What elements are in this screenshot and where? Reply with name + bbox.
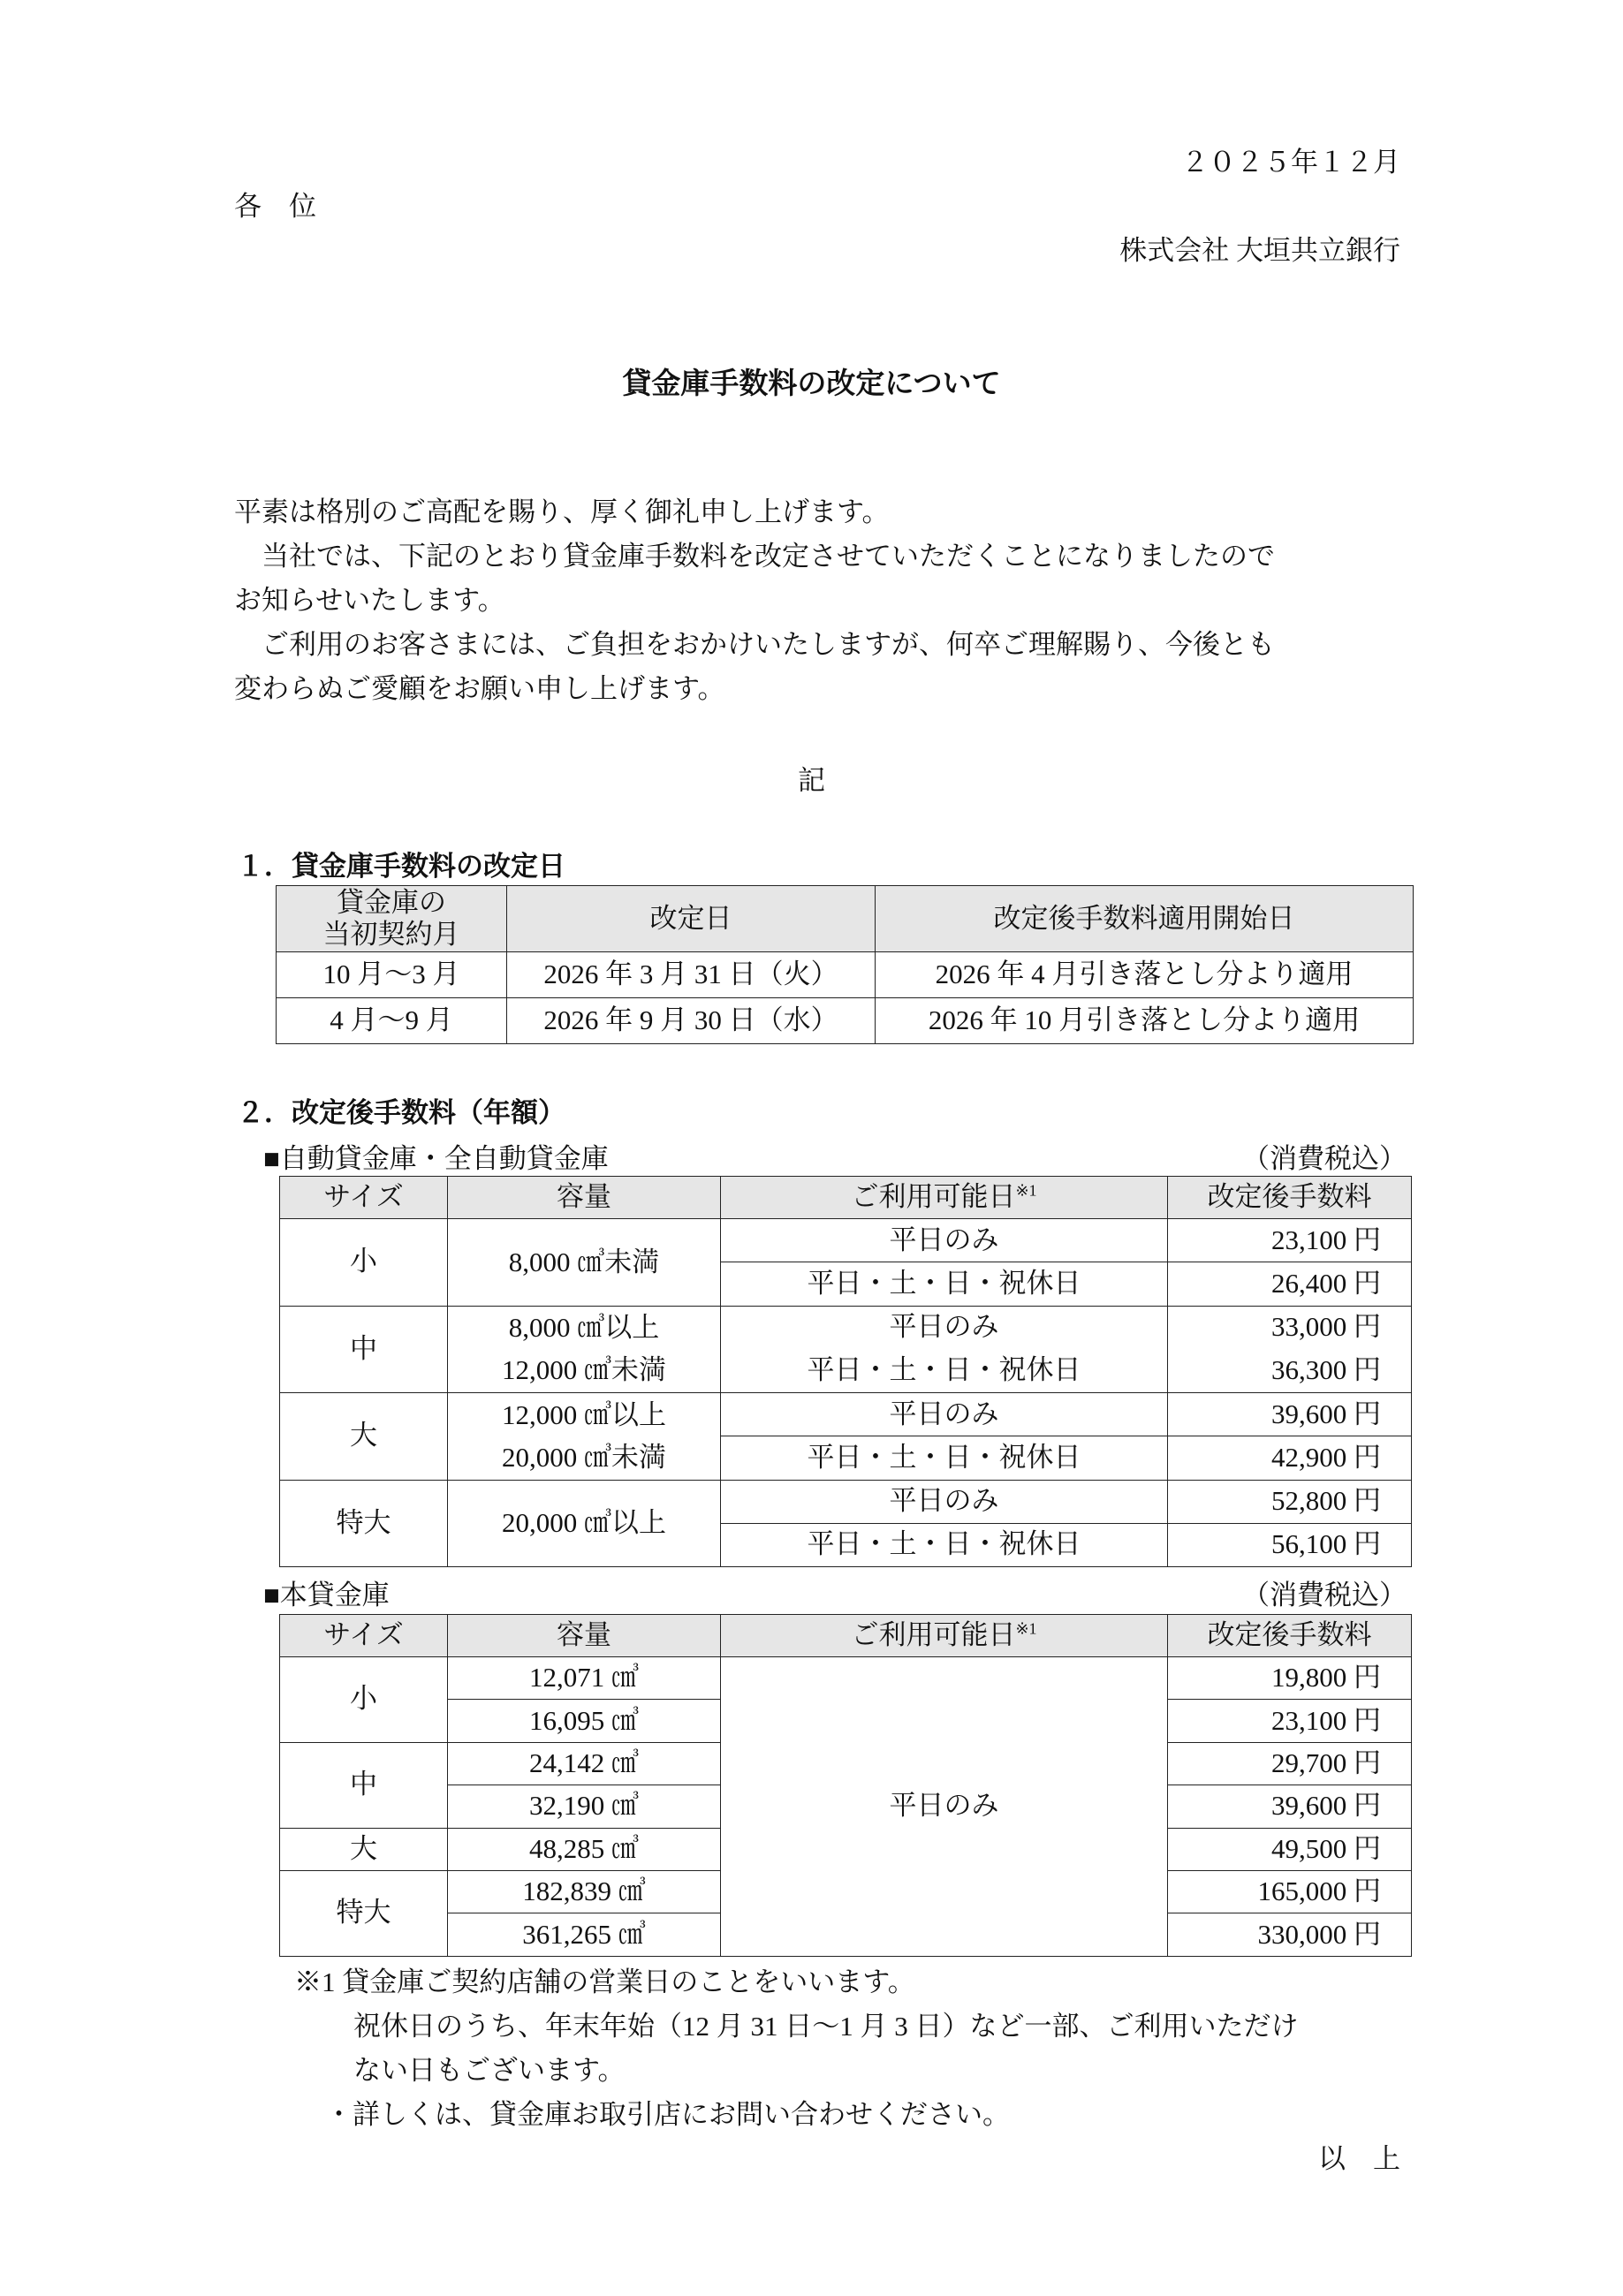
auto-safe-label: ■自動貸金庫・全自動貸金庫 [263,1143,609,1174]
table-row [277,998,1414,1044]
size-cell: 小 [280,1657,448,1743]
fee-cell: 23,100 円 [1168,1700,1412,1742]
column-header-label: ご利用可能日 [851,1181,1016,1213]
main-safe-fee-table [279,1614,1412,1957]
size-cell: 中 [280,1742,448,1828]
table-cell: 2026 年 3 月 31 日（火） [507,952,876,998]
capacity-cell: 24,142 ㎤ [448,1742,721,1785]
capacity-cell: 48,285 ㎤ [448,1828,721,1870]
size-cell: 特大 [280,1870,448,1956]
section2-heading: ２．改定後手数料（年額） [237,1097,565,1128]
table-row [280,1657,1412,1700]
closing: 以 上 [1318,2143,1400,2174]
column-header: サイズ [280,1177,448,1219]
column-header: 改定後手数料 [1168,1615,1412,1657]
column-header: サイズ [280,1615,448,1657]
column-header: 改定後手数料 [1168,1177,1412,1219]
availability-cell: 平日・土・日・祝休日 [721,1349,1168,1392]
fee-cell: 49,500 円 [1168,1828,1412,1870]
body-line: 平素は格別のご高配を賜り、厚く御礼申し上げます。 [234,496,890,527]
header-row [280,1615,1412,1657]
availability-cell: 平日のみ [721,1306,1168,1349]
page-title: 貸金庫手数料の改定について [622,367,1001,399]
size-cell: 中 [280,1306,448,1393]
capacity-cell: 12,000 ㎤以上 20,000 ㎤未満 [448,1393,721,1481]
table-row [280,1219,1412,1262]
main-safe-label: ■本貸金庫 [263,1580,390,1610]
table-row [277,952,1414,998]
capacity-cell: 182,839 ㎤ [448,1870,721,1913]
capacity-cell: 8,000 ㎤未満 [448,1219,721,1307]
availability-cell: 平日のみ [721,1219,1168,1262]
header-row [277,886,1414,952]
fee-cell: 39,600 円 [1168,1785,1412,1828]
availability-cell: 平日・土・日・祝休日 [721,1523,1168,1566]
capacity-cell: 8,000 ㎤以上 12,000 ㎤未満 [448,1306,721,1393]
column-header-label: ご利用可能日 [851,1619,1016,1651]
size-cell: 大 [280,1393,448,1481]
recipient: 各 位 [234,191,316,222]
table-row [280,1393,1412,1436]
fee-cell: 29,700 円 [1168,1742,1412,1785]
capacity-cell: 16,095 ㎤ [448,1700,721,1742]
footnote: ※1 貸金庫ご契約店舗の営業日のことをいいます。 [294,1966,915,1997]
body-line: ご利用のお客さまには、ご負担をおかけいたしますが、何卒ご理解賜り、今後とも [234,629,1275,660]
section1-heading: １．貸金庫手数料の改定日 [237,851,565,882]
date: ２０２５年１２月 [1181,147,1400,178]
fee-cell: 26,400 円 [1168,1262,1412,1306]
fee-cell: 39,600 円 [1168,1393,1412,1436]
column-header [721,1177,1168,1219]
availability-cell: 平日のみ [721,1480,1168,1523]
auto-safe-fee-table [279,1176,1412,1567]
company-name: 株式会社 大垣共立銀行 [1119,235,1400,266]
fee-cell: 36,300 円 [1168,1349,1412,1392]
table-cell: 2026 年 10 月引き落とし分より適用 [876,998,1414,1044]
column-header [721,1615,1168,1657]
fee-cell: 165,000 円 [1168,1870,1412,1913]
capacity-cell: 361,265 ㎤ [448,1913,721,1956]
fee-cell: 19,800 円 [1168,1657,1412,1700]
footnote: ない日もございます。 [353,2055,626,2086]
column-header: 容量 [448,1177,721,1219]
availability-cell: 平日・土・日・祝休日 [721,1262,1168,1306]
fee-cell: 23,100 円 [1168,1219,1412,1262]
body-line: 変わらぬご愛顧をお願い申し上げます。 [234,673,725,704]
column-header: 改定日 [507,886,876,952]
size-cell: 特大 [280,1480,448,1567]
footnote: 祝休日のうち、年末年始（12 月 31 日～1 月 3 日）など一部、ご利用いただけ [353,2011,1299,2042]
body-line: お知らせいたします。 [234,585,505,616]
footnote-ref: ※1 [1015,1619,1037,1638]
availability-cell: 平日のみ [721,1657,1168,1957]
capacity-cell: 12,071 ㎤ [448,1657,721,1700]
ki-label: 記 [798,765,825,796]
size-cell: 大 [280,1828,448,1870]
footnote-ref: ※1 [1015,1181,1037,1200]
availability-cell: 平日のみ [721,1393,1168,1436]
table-row [280,1480,1412,1523]
body-line: 当社では、下記のとおり貸金庫手数料を改定させていただくことになりましたので [234,541,1275,572]
table-cell: 4 月～9 月 [277,998,507,1044]
footnote: ・詳しくは、貸金庫お取引店にお問い合わせください。 [325,2099,1010,2130]
column-header: 貸金庫の 当初契約月 [277,886,507,952]
column-header: 改定後手数料適用開始日 [876,886,1414,952]
fee-cell: 56,100 円 [1168,1523,1412,1566]
fee-cell: 330,000 円 [1168,1913,1412,1956]
capacity-cell: 20,000 ㎤以上 [448,1480,721,1567]
table-cell: 10 月～3 月 [277,952,507,998]
tax-note: （消費税込） [1242,1580,1407,1610]
column-header: 容量 [448,1615,721,1657]
fee-cell: 52,800 円 [1168,1480,1412,1523]
fee-cell: 42,900 円 [1168,1436,1412,1480]
header-row [280,1177,1412,1219]
table-cell: 2026 年 4 月引き落とし分より適用 [876,952,1414,998]
tax-note: （消費税込） [1242,1143,1407,1174]
table-cell: 2026 年 9 月 30 日（水） [507,998,876,1044]
revision-date-table [276,885,1414,1044]
size-cell: 小 [280,1219,448,1307]
availability-cell: 平日・土・日・祝休日 [721,1436,1168,1480]
capacity-cell: 32,190 ㎤ [448,1785,721,1828]
table-row [280,1306,1412,1349]
fee-cell: 33,000 円 [1168,1306,1412,1349]
